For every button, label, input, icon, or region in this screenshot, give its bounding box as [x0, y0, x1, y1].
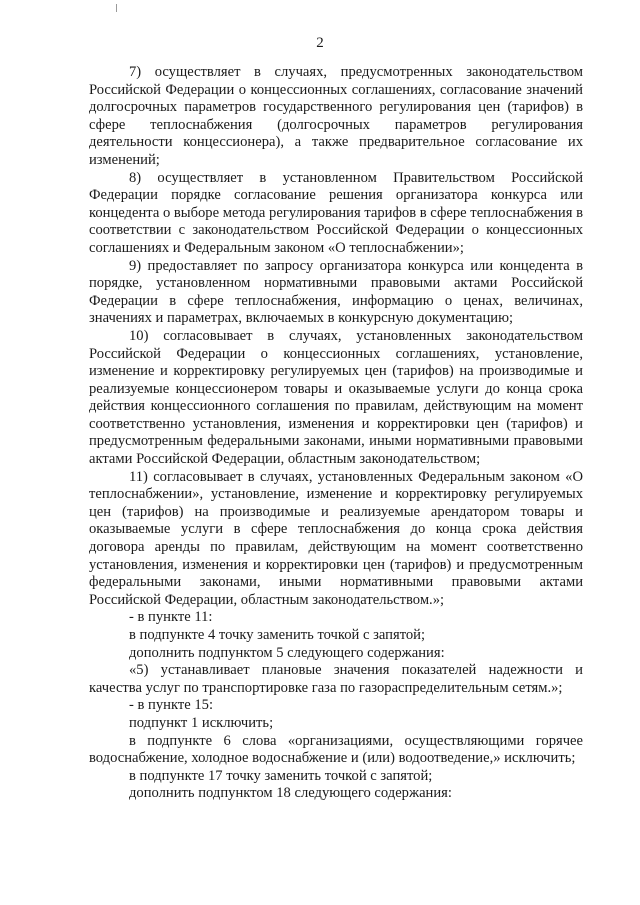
paragraph-item-9: 9) предоставляет по запросу организатора конкурса или концедента в порядке, установленном нормативными правовыми актами Российской Федерации в сфере теплоснабжения, информацию о ценах, величинах, значениях и параметрах, включаемых в конкурсную документацию;: [89, 257, 583, 327]
paragraph-clause-15-sub1: подпункт 1 исключить;: [129, 714, 274, 731]
paragraph-item-8: 8) осуществляет в установленном Правительством Российской Федерации порядке согласование решения организатора конкурса или концедента о выборе метода регулирования тарифов в сфере теплоснабжения в соответствии с законодательством Российской Федерации о концессионных соглашениях и Федеральным законом «О теплоснабжении»;: [89, 169, 583, 256]
paragraph-clause-15-sub6: в подпункте 6 слова «организациями, осуществляющими горячее водоснабжение, холодное водоснабжение и (или) водоотведение,» исключить;: [89, 732, 583, 767]
body-text: [89, 64, 583, 803]
paragraph-clause-11-sub4: в подпункте 4 точку заменить точкой с запятой;: [129, 627, 426, 643]
paragraph-clause-15-sub17: в подпункте 17 точку заменить точкой с запятой;: [129, 767, 433, 784]
paragraph-clause-11-add5: дополнить подпунктом 5 следующего содержания:: [129, 644, 445, 661]
page-number: 2: [316, 35, 324, 51]
paragraph-clause-11-header: - в пункте 11:: [129, 609, 213, 626]
paragraph-item-7: 7) осуществляет в случаях, предусмотренных законодательством Российской Федерации о концессионных соглашениях, согласование значений долгосрочных параметров государственного регулирования цен (тарифов) в сфере теплоснабжения (долгосрочных параметров регулирования деятельности концессионера), а также предварительное согласование их изменений;: [89, 64, 583, 168]
paragraph-clause-15-add18: дополнить подпунктом 18 следующего содержания:: [129, 785, 452, 802]
paragraph-item-10: 10) согласовывает в случаях, установленных законодательством Российской Федерации о концессионных соглашениях, установление, изменение и корректировку регулируемых цен (тарифов) на производимые и реализуемые концессионером товары и оказываемые услуги до конца срока действия концессионного соглашения по правилам, действующим на момент соответственно установления, изменения и корректировки цен (тарифов) и предусмотренным федеральными законами, иными нормативными правовыми актами Российской Федерации, областным законодательством;: [89, 327, 583, 468]
paragraph-clause-15-header: - в пункте 15:: [129, 697, 214, 714]
paragraph-item-11: 11) согласовывает в случаях, установленных Федеральным законом «О теплоснабжении», установление, изменение и корректировку регулируемых цен (тарифов) на производимые и реализуемые арендатором товары и оказываемые услуги в сфере теплоснабжения до конца срока действия договора аренды по правилам, действующим на момент соответственно установления, изменения и корректировки цен (тарифов) и предусмотренным федеральными законами, иными нормативными правовыми актами Российской Федерации, областным законодательством.»;: [89, 468, 583, 608]
paragraph-clause-11-sub5-text: «5) устанавливает плановые значения показателей надежности и качества услуг по транспортировке газа по газораспределительным сетям.»;: [89, 662, 583, 696]
scan-mark: [116, 4, 117, 12]
